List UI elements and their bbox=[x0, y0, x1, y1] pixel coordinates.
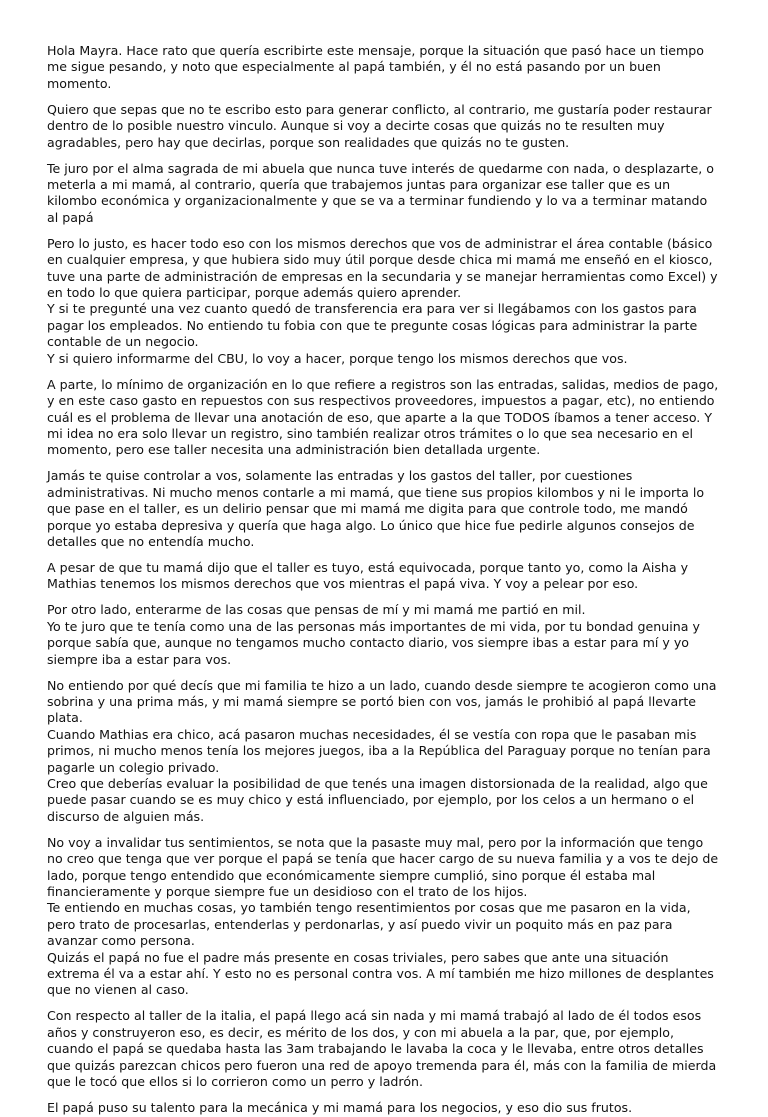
paragraph-oath: Te juro por el alma sagrada de mi abuela que nunca tuve interés de quedarme con nada, o desplazarte, o meterla a mi mamá, al contrario, quería que trabajemos juntas para organizar ese taller que es un kilombo económica y organizacionalmente y que se va a terminar fundiendo y lo va a terminar matando al papá bbox=[47, 160, 714, 225]
paragraph-workshop: Con respecto al taller de la italia, el papá llego acá sin nada y mi mamá trabajó al lado de él todos esos años y construyeron eso, es decir, es mérito de los dos, y con mi abuela a la par, que, por ejemplo, cuando el papá se quedaba hasta las 3am trabajando le lavaba la coca y le llevaba, entre otros detalles que quizás parezcan chicos pero fueron una red de apoyo tremenda para él, más con la familia de mierda que le tocó que ellos si lo corrieron como un perro y ladrón. bbox=[47, 1008, 717, 1090]
paragraph-intent: Quiero que sepas que no te escribo esto para generar conflicto, al contrario, me gustaría poder restaurar dentro de lo posible nuestro vinculo. Aunque si voy a decirte cosas que quizás no te resulten muy agradables, pero hay que decirlas, porque son realidades que quizás no te gusten. bbox=[47, 101, 712, 150]
paragraph-records: A parte, lo mínimo de organización en lo que refiere a registros son las entradas, salidas, medios de pago, y en este caso gasto en repuestos con sus respectivos proveedores, impuestos a pagar, etc), no entiendo cuál es el problema de llevar una anotación de eso, que aparte a la que TODOS íbamos a tener acceso. Y mi idea no era solo llevar un registro, sino también realizar otros trámites o lo que sea necesario en el momento, pero ese taller necesita una administración bien detallada urgente. bbox=[47, 376, 719, 458]
paragraph-rights: Pero lo justo, es hacer todo eso con los mismos derechos que vos de administrar el área contable (básico en cualquier empresa, y que hubiera sido muy útil porque desde chica mi mamá me enseñó en el kiosco, tuve una parte de administración de empresas en la secundaria y se manejar herramientas como Excel) y en todo lo que quiera participar, porque además quiero aprender. Y si te pregunté una vez cuanto quedó de transferencia era para ver si llegábamos con los gastos para pagar los empleados. No entiendo tu fobia con que te pregunte cosas lógicas para administrar la parte contable de un negocio. Y si quiero informarme del CBU, lo voy a hacer, porque tengo los mismos derechos que vos. bbox=[47, 235, 718, 366]
paragraph-ownership: A pesar de que tu mamá dijo que el taller es tuyo, está equivocada, porque tanto yo, como la Aisha y Mathias tenemos los mismos derechos que vos mientras el papá viva. Y voy a pelear por eso. bbox=[47, 559, 689, 592]
paragraph-feelings: Por otro lado, enterarme de las cosas que pensas de mí y mi mamá me partió en mil. Yo te juro que te tenía como una de las personas más importantes de mi vida, por tu bondad genuina y porque sabía que, aunque no tengamos mucho contacto diario, vos siempre ibas a estar para mí y yo siempre iba a estar para vos. bbox=[47, 602, 700, 667]
paragraph-greeting: Hola Mayra. Hace rato que quería escribirte este mensaje, porque la situación que pasó hace un tiempo me sigue pesando, y noto que especialmente al papá también, y él no está pasando por un buen momento. bbox=[47, 43, 704, 91]
paragraph-validation: No voy a invalidar tus sentimientos, se nota que la pasaste muy mal, pero por la información que tengo no creo que tenga que ver porque el papá se tenía que hacer cargo de su nueva familia y a vos te dejo de lado, porque tengo entendido que económicamente siempre cumplió, sino porque él estaba mal financieramente y porque siempre fue un desidioso con el trato de los hijos. Te entiendo en muchas cosas, yo también tengo resentimientos por cosas que me pasaron en la vida, pero trato de procesarlas, entenderlas y perdonarlas, y así puedo vivir un poquito más en paz para avanzar como persona. Quizás el papá no fue el padre más presente en cosas triviales, pero sabes que ante una situación extrema él va a estar ahí. Y esto no es personal contra vos. A mí también me hizo millones de desplantes que no vienen al caso. bbox=[47, 834, 719, 998]
paragraph-control: Jamás te quise controlar a vos, solamente las entradas y los gastos del taller, por cuestiones administrativas. Ni mucho menos contarle a mi mamá, que tiene sus propios kilombos y ni le importa lo que pase en el taller, es un delirio pensar que mi mamá me digita para que controle todo, me mandó porque yo estaba depresiva y quería que haga algo. Lo único que hice fue pedirle algunos consejos de detalles que no entendía mucho. bbox=[47, 468, 705, 549]
paragraph-closing: El papá puso su talento para la mecánica y mi mamá para los negocios, y eso dio sus frutos. bbox=[47, 1100, 633, 1116]
paragraph-family: No entiendo por qué decís que mi familia te hizo a un lado, cuando desde siempre te acogieron como una sobrina y una prima más, y mi mamá siempre se portó bien con vos, jamás le prohibió al papá llevarte plata. Cuando Mathias era chico, acá pasaron muchas necesidades, él se vestía con ropa que le pasaban mis primos, ni mucho menos tenía los mejores juegos, iba a la República del Paraguay porque no tenían para pagarle un colegio privado. Creo que deberías evaluar la posibilidad de que tenés una imagen distorsionada de la realidad, algo que puede pasar cuando se es muy chico y está influenciado, por ejemplo, por los celos a un hermano o el discurso de alguien más. bbox=[47, 677, 717, 824]
